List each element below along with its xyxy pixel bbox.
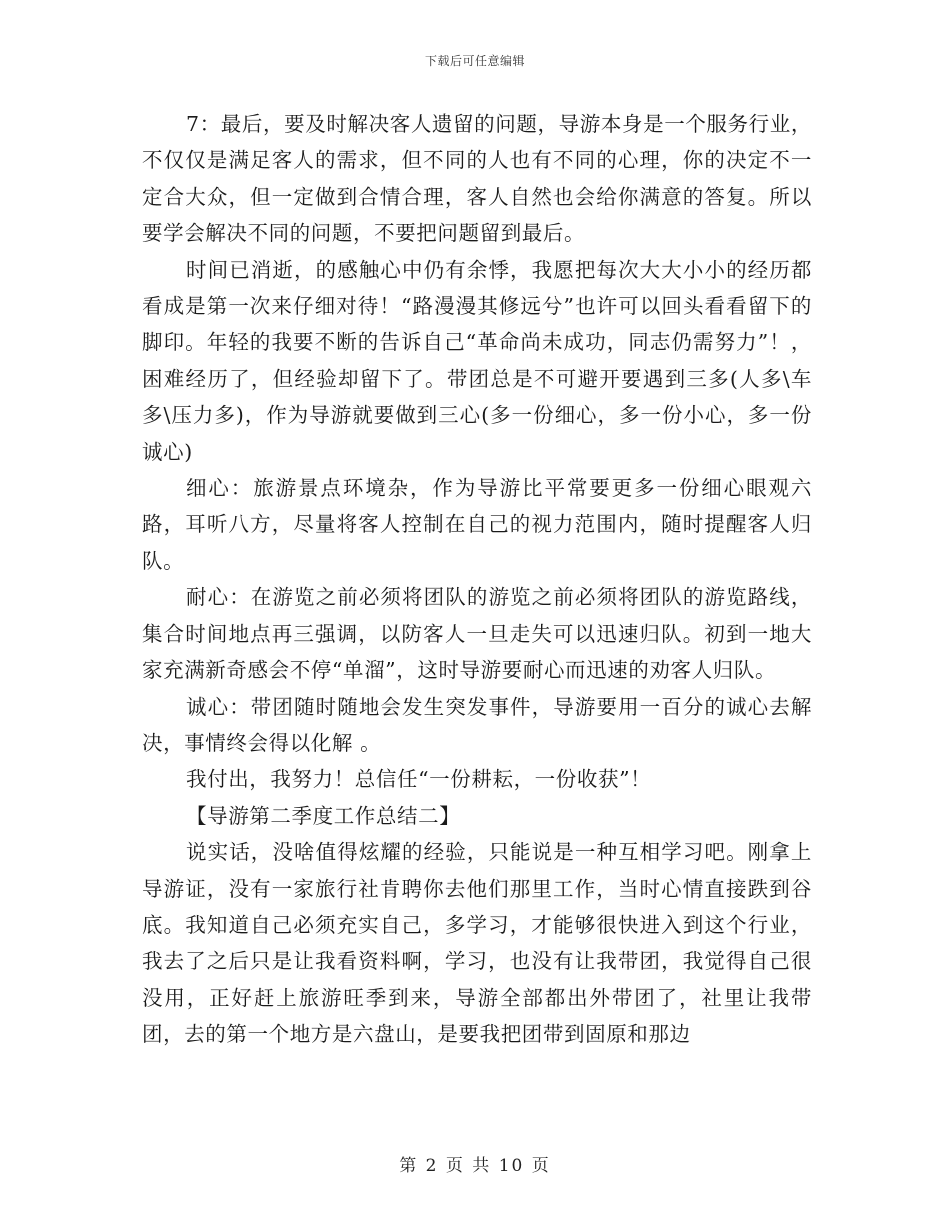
document-body <box>142 106 812 1053</box>
section-heading: 【导游第二季度工作总结二】 <box>186 803 461 828</box>
page-header: 下载后可任意编辑 <box>424 54 525 68</box>
paragraph: 7：最后，要及时解决客人遗留的问题，导游本身是一个服务行业，不仅仅是满足客人的需求，但不同的人也有不同的心理，你的决定不一定合大众，但一定做到合情合理，客人自然也会给你满意的答复。所以要学会解决不同的问题，不要把问题留到最后。 <box>142 112 812 246</box>
page-number: 第 2 页 共 10 页 <box>399 1156 551 1176</box>
paragraph: 耐心：在游览之前必须将团队的游览之前必须将团队的游览路线，集合时间地点再三强调，以防客人一旦走失可以迅速归队。初到一地大家充满新奇感会不停“单溜”，这时导游要耐心而迅速的劝客人归队。 <box>142 585 812 683</box>
paragraph: 诚心：带团随时随地会发生突发事件，导游要用一百分的诚心去解决，事情终会得以化解 。 <box>142 694 812 755</box>
paragraph: 时间已消逝，的感触心中仍有余悸，我愿把每次大大小小的经历都看成是第一次来仔细对待！“路漫漫其修远兮”也许可以回头看看留下的脚印。年轻的我要不断的告诉自己“革命尚未成功，同志仍需努力”！，困难经历了，但经验却留下了。带团总是不可避开要遇到三多(人多\车多\压力多)，作为导游就要做到三心(多一份细心，多一份小心，多一份诚心) <box>142 257 812 464</box>
paragraph: 说实话，没啥值得炫耀的经验，只能说是一种互相学习吧。刚拿上导游证，没有一家旅行社肯聘你去他们那里工作，当时心情直接跌到谷底。我知道自己必须充实自己，多学习，才能够很快进入到这个行业，我去了之后只是让我看资料啊，学习，也没有让我带团，我觉得自己很没用，正好赶上旅游旺季到来，导游全部都出外带团了，社里让我带团，去的第一个地方是六盘山，是要我把团带到固原和那边 <box>142 840 812 1047</box>
paragraph: 我付出，我努力！总信任“一份耕耘，一份收获”！ <box>186 767 652 792</box>
paragraph: 细心：旅游景点环境杂，作为导游比平常要更多一份细心眼观六路，耳听八方，尽量将客人控制在自己的视力范围内，随时提醒客人归队。 <box>142 476 812 573</box>
